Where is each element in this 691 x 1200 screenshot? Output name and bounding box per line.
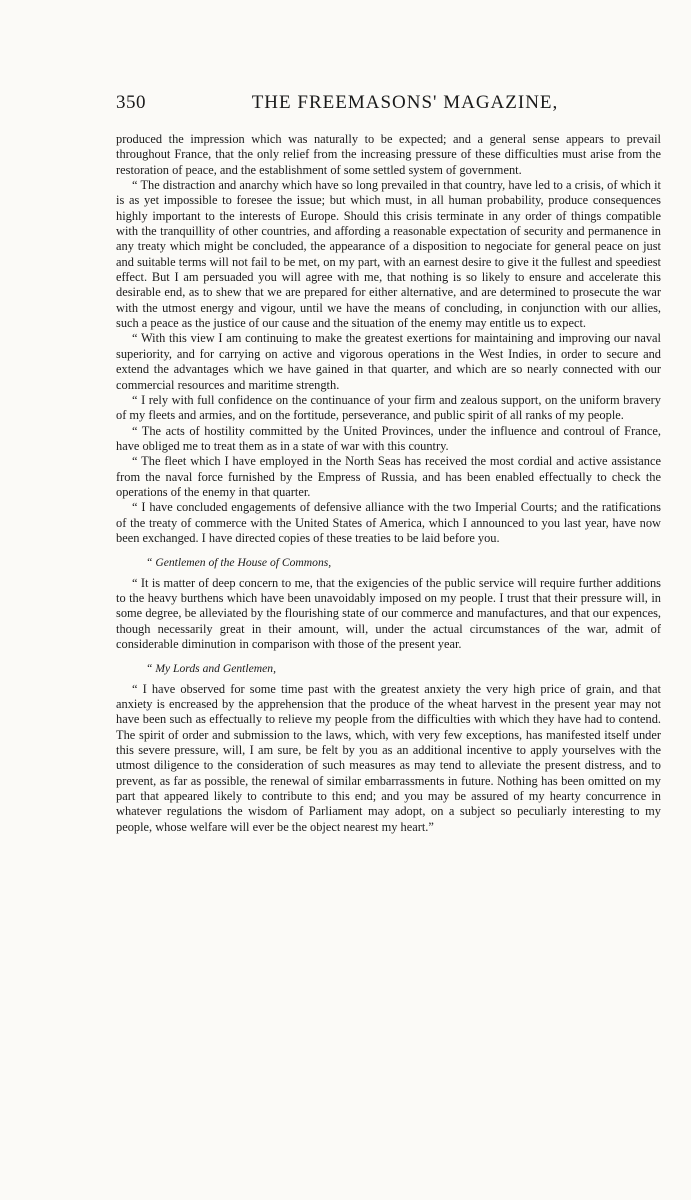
page-number: 350 bbox=[116, 92, 146, 113]
article-body bbox=[116, 132, 661, 835]
paragraph-defensive-alliance: “ I have concluded engagements of defensive alliance with the two Imperial Courts; and the ratifications of the treaty of commerce with the United States of America, which I announced to you last year, have now been exchanged. I have directed copies of these treaties to be laid before you. bbox=[116, 500, 661, 545]
running-head-title: THE FREEMASONS' MAGAZINE, bbox=[251, 92, 559, 113]
paragraph-north-seas-fleet: “ The fleet which I have employed in the North Seas has received the most cordial and active assistance from the naval force furnished by the Empress of Russia, and has been enabled effectually to check the operations of the enemy in that quarter. bbox=[116, 454, 661, 499]
section-heading-commons: “ Gentlemen of the House of Commons, bbox=[146, 556, 332, 570]
section-heading-lords: “ My Lords and Gentlemen, bbox=[146, 662, 276, 676]
paragraph-firm-support: “ I rely with full confidence on the continuance of your firm and zealous support, on the uniform bravery of my fleets and armies, and on the fortitude, perseverance, and public spirit of all ranks of my people. bbox=[116, 392, 661, 423]
paragraph-naval-superiority: “ With this view I am continuing to make the greatest exertions for maintaining and improving our naval superiority, and for carrying on active and vigorous operations in the West Indies, in order to secure and extend the advantages which we have gained in that quarter, and which are so nearly connected with our commercial resources and maritime strength. bbox=[116, 331, 661, 392]
paragraph-public-service: “ It is matter of deep concern to me, that the exigencies of the public service will require further additions to the heavy burthens which have been unavoidably imposed on my people. I trust that their pressure will, in some degree, be alleviated by the flourishing state of our commerce and manufactures, and that our expences, though necessarily great in their amount, will, under the actual circumstances of the war, admit of considerable diminution in comparison with those of the present year. bbox=[116, 575, 661, 651]
paragraph-united-provinces: “ The acts of hostility committed by the United Provinces, under the influence and controul of France, have obliged me to treat them as in a state of war with this country. bbox=[116, 423, 661, 453]
paragraph-continued: produced the impression which was naturally to be expected; and a general sense appears to prevail throughout France, that the only relief from the increasing pressure of these difficulties must arise from the restoration of peace, and the establishment of some settled system of government. bbox=[116, 132, 661, 177]
paragraph-price-of-grain: “ I have observed for some time past with the greatest anxiety the very high price of grain, and that anxiety is encreased by the apprehension that the produce of the wheat harvest in the present year may not have been such as effectually to relieve my people from the difficulties with which they have had to contend. The spirit of order and submission to the laws, which, with very few exceptions, has manifested itself under this severe pressure, will, I am sure, be felt by you as an additional incentive to apply yourselves with the utmost diligence to the consideration of such measures as may tend to alleviate the present distress, and to prevent, as far as possible, the renewal of similar embarrassments in future. Nothing has been omitted on my part that appeared likely to contribute to this end; and you may be assured of my hearty concurrence in whatever regulations the wisdom of Parliament may adopt, on a subject so peculiarly interesting to my people, whose welfare will ever be the object nearest my heart.” bbox=[116, 681, 661, 834]
page-header bbox=[116, 92, 664, 122]
paragraph-distraction-anarchy: “ The distraction and anarchy which have so long prevailed in that country, have led to a crisis, of which it is as yet impossible to foresee the issue; but which must, in all human probability, produce consequences highly important to the interests of Europe. Should this crisis terminate in any order of things compatible with the tranquillity of other countries, and affording a reasonable expectation of security and permanence in any treaty which might be concluded, the appearance of a disposition to negociate for general peace on just and suitable terms will not fail to be met, on my part, with an earnest desire to give it the fullest and speediest effect. But I am persuaded you will agree with me, that nothing is so likely to ensure and accelerate this desirable end, as to shew that we are prepared for either alternative, and are determined to prosecute the war with the utmost energy and vigour, until we have the means of concluding, in conjunction with our allies, such a peace as the justice of our cause and the situation of the enemy may entitle us to expect. bbox=[116, 178, 661, 331]
